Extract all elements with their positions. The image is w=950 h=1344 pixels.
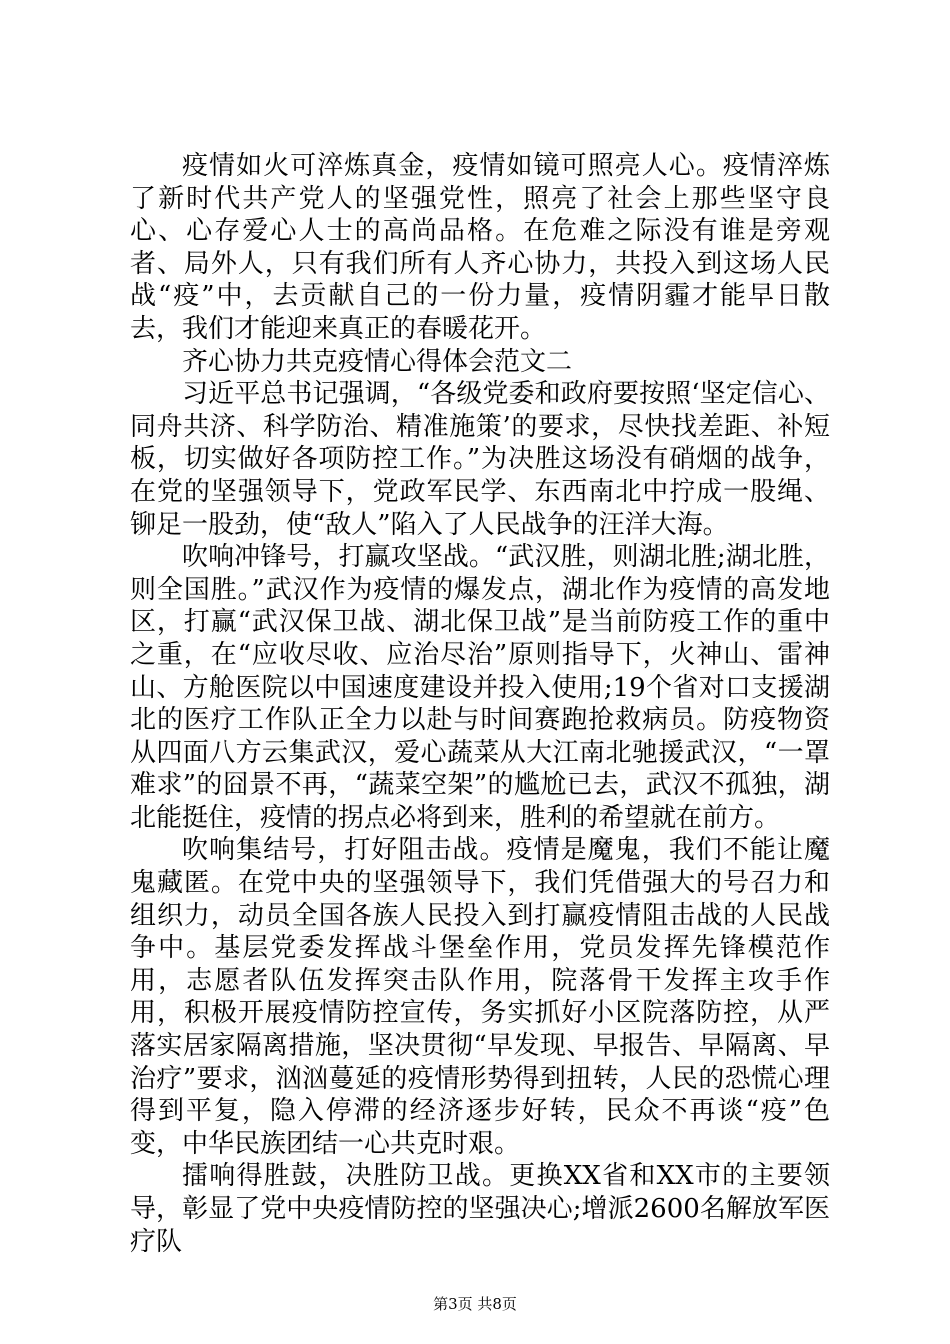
paragraph: 吹响集结号，打好阻击战。疫情是魔鬼，我们不能让魔鬼藏匿。在党中央的坚强领导下，我们凭借强大的号召力和组织力，动员全国各族人民投入到打赢疫情阻击战的人民战争中。基层党委发挥战斗堡垒作用，党员发挥先锋模范作用，志愿者队伍发挥突击队作用，院落骨干发挥主攻手作用，积极开展疫情防控宣传，务实抓好小区院落防控，从严落实居家隔离措施，坚决贯彻“早发现、早报告、早隔离、早治疗”要求，汹汹蔓延的疫情形势得到扭转，人民的恐慌心理得到平复，隐入停滞的经济逐步好转，民众不再谈“疫”色变，中华民族团结一心共克时艰。 xyxy=(130,835,830,1159)
document-body xyxy=(130,150,830,1258)
paragraph: 擂响得胜鼓，决胜防卫战。更换XX省和XX市的主要领导，彰显了党中央疫情防控的坚强决心;增派2600名解放军医疗队 xyxy=(130,1161,830,1257)
page-footer: 第3页 共8页 xyxy=(433,1295,517,1313)
paragraph: 习近平总书记强调，“各级党委和政府要按照‘坚定信心、同舟共济、科学防治、精准施策’的要求，尽快找差距、补短板，切实做好各项防控工作。”为决胜这场没有硝烟的战争，在党的坚强领导下，党政军民学、东西南北中拧成一股绳、铆足一股劲，使“敌人”陷入了人民战争的汪洋大海。 xyxy=(130,379,830,540)
paragraph: 疫情如火可淬炼真金，疫情如镜可照亮人心。疫情淬炼了新时代共产党人的坚强党性，照亮了社会上那些坚守良心、心存爱心人士的高尚品格。在危难之际没有谁是旁观者、局外人，只有我们所有人齐心协力，共投入到这场人民战“疫”中，去贡献自己的一份力量，疫情阴霾才能早日散去，我们才能迎来真正的春暖花开。 xyxy=(130,151,830,344)
section-heading: 齐心协力共克疫情心得体会范文二 xyxy=(182,346,573,377)
paragraph: 吹响冲锋号，打赢攻坚战。“武汉胜，则湖北胜;湖北胜，则全国胜。”武汉作为疫情的爆发点，湖北作为疫情的高发地区，打赢“武汉保卫战、湖北保卫战”是当前防疫工作的重中之重，在“应收尽收、应治尽治”原则指导下，火神山、雷神山、方舱医院以中国速度建设并投入使用;19个省对口支援湖北的医疗工作队正全力以赴与时间赛跑抢救病员。防疫物资从四面八方云集武汉，爱心蔬菜从大江南北驰援武汉，“一罩难求”的囧景不再，“蔬菜空架”的尴尬已去，武汉不孤独，湖北能挺住，疫情的拐点必将到来，胜利的希望就在前方。 xyxy=(130,542,830,833)
